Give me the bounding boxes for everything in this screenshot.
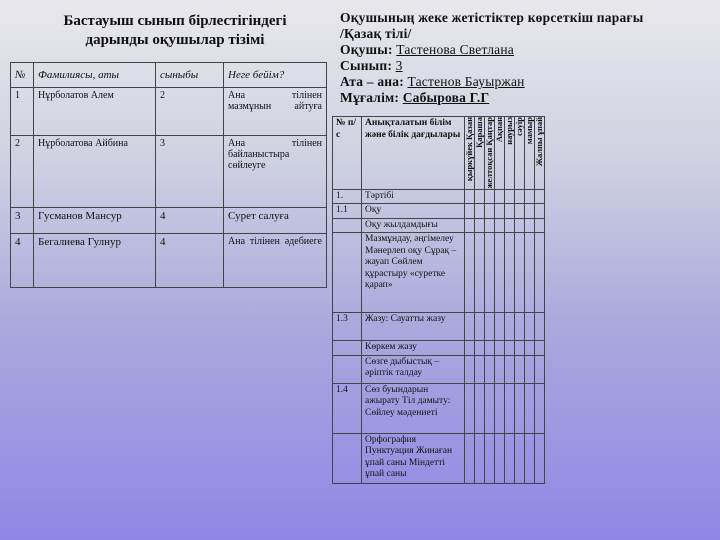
- row-name: Нұрболатов Алем: [34, 88, 156, 136]
- score-cell: [495, 313, 505, 341]
- level-header: Жалпы ұпай: [535, 117, 545, 190]
- score-cell: [485, 433, 495, 483]
- score-cell: [495, 204, 505, 219]
- sheet-title: Оқушының жеке жетістіктер көрсеткіш парағы: [340, 10, 644, 25]
- level-header: Қараша: [475, 117, 485, 190]
- row-num: 2: [11, 136, 34, 208]
- score-cell: [465, 189, 475, 204]
- table-row: [333, 341, 545, 356]
- row-skill: Мазмұндау, әңгімелеу Мәнерлеп оқу Сұрақ – жауап Сөйлем құрастыру «суретке қарап»: [362, 233, 465, 313]
- row-aptitude: Ана тілінен мазмұнын айтуға: [224, 88, 327, 136]
- score-cell: [505, 204, 515, 219]
- row-grade: 3: [156, 136, 224, 208]
- header-name: Фамилиясы, аты: [34, 63, 156, 88]
- score-cell: [535, 218, 545, 233]
- score-cell: [505, 189, 515, 204]
- left-page-title: Бастауыш сынып бірлестігіндегі дарынды оқушылар тізімі: [63, 13, 287, 48]
- level-header: Ақпан: [495, 117, 505, 190]
- score-cell: [535, 313, 545, 341]
- score-cell: [485, 218, 495, 233]
- score-cell: [495, 433, 505, 483]
- score-cell: [485, 313, 495, 341]
- score-cell: [495, 233, 505, 313]
- score-cell: [465, 204, 475, 219]
- table-row: [11, 208, 327, 234]
- row-skill: Оқу: [362, 204, 465, 219]
- score-cell: [465, 313, 475, 341]
- score-cell: [515, 218, 525, 233]
- score-cell: [495, 189, 505, 204]
- header-aptitude: Неге бейім?: [224, 63, 327, 88]
- score-cell: [505, 233, 515, 313]
- row-aptitude: Сурет салуға: [224, 208, 327, 234]
- score-cell: [465, 383, 475, 433]
- subject-title: /Қазақ тілі/: [340, 26, 412, 41]
- row-grade: 4: [156, 208, 224, 234]
- student-line: [340, 42, 720, 58]
- level-header: қыркүйек Қазан: [465, 117, 475, 190]
- row-skill: Тәртібі: [362, 189, 465, 204]
- score-cell: [525, 233, 535, 313]
- teacher-label: Мұғалім:: [340, 90, 400, 105]
- table-row: [333, 433, 545, 483]
- score-cell: [475, 383, 485, 433]
- score-cell: [515, 204, 525, 219]
- level-header: наурыз: [505, 117, 515, 190]
- score-cell: [515, 313, 525, 341]
- score-cell: [515, 355, 525, 383]
- parent-label: Ата – ана:: [340, 74, 404, 89]
- table-row: [333, 233, 545, 313]
- table-row: [333, 218, 545, 233]
- row-num: [333, 355, 362, 383]
- row-num: 1.: [333, 189, 362, 204]
- score-cell: [475, 204, 485, 219]
- score-cell: [525, 218, 535, 233]
- row-name: Нұрболатова Айбина: [34, 136, 156, 208]
- row-num: [333, 218, 362, 233]
- score-cell: [515, 233, 525, 313]
- row-grade: 4: [156, 234, 224, 288]
- row-skill: Сөз буындарын ажырату Тіл дамыту: Сөйлеу мәдениеті: [362, 383, 465, 433]
- score-cell: [485, 189, 495, 204]
- score-cell: [475, 313, 485, 341]
- row-skill: Сөзге дыбыстық – әріптік талдау: [362, 355, 465, 383]
- score-cell: [475, 218, 485, 233]
- level-header: сәуір: [515, 117, 525, 190]
- table-row: [11, 88, 327, 136]
- score-cell: [525, 189, 535, 204]
- score-cell: [525, 433, 535, 483]
- achievements-table: [332, 116, 545, 484]
- score-cell: [535, 233, 545, 313]
- score-cell: [475, 341, 485, 356]
- score-cell: [525, 341, 535, 356]
- score-cell: [495, 383, 505, 433]
- score-cell: [495, 341, 505, 356]
- row-num: 1.4: [333, 383, 362, 433]
- student-value: Тастенова Светлана: [396, 42, 514, 57]
- parent-line: [340, 74, 720, 90]
- col-num-header: № п/с: [333, 117, 362, 190]
- score-cell: [515, 189, 525, 204]
- table-row: [11, 136, 327, 208]
- score-cell: [505, 313, 515, 341]
- row-aptitude: Ана тілінен әдебиеге: [224, 234, 327, 288]
- level-header: мамыр: [525, 117, 535, 190]
- table-row: [333, 355, 545, 383]
- row-num: [333, 433, 362, 483]
- score-cell: [535, 341, 545, 356]
- class-line: [340, 58, 720, 74]
- table-row: [333, 204, 545, 219]
- score-cell: [505, 383, 515, 433]
- row-num: 4: [11, 234, 34, 288]
- score-cell: [465, 341, 475, 356]
- score-cell: [475, 189, 485, 204]
- score-cell: [515, 383, 525, 433]
- table-row: [11, 234, 327, 288]
- table-row: [333, 383, 545, 433]
- row-num: 1: [11, 88, 34, 136]
- score-cell: [525, 383, 535, 433]
- row-name: Гусманов Мансур: [34, 208, 156, 234]
- col-skill-header: Анықталатын білім және білік дағдылары: [362, 117, 465, 190]
- score-cell: [485, 341, 495, 356]
- row-num: [333, 233, 362, 313]
- row-grade: 2: [156, 88, 224, 136]
- gifted-students-table: [10, 62, 327, 288]
- table-row: [333, 189, 545, 204]
- score-cell: [485, 383, 495, 433]
- row-name: Бегалиева Гулнур: [34, 234, 156, 288]
- row-num: 1.3: [333, 313, 362, 341]
- score-cell: [515, 341, 525, 356]
- header-grade: сыныбы: [156, 63, 224, 88]
- teacher-line: [340, 90, 720, 106]
- table-row: [333, 313, 545, 341]
- score-cell: [465, 433, 475, 483]
- achievements-header-row: [333, 117, 545, 190]
- score-cell: [475, 433, 485, 483]
- row-num: 3: [11, 208, 34, 234]
- header-num: №: [11, 63, 34, 88]
- row-skill: Жазу: Сауатты жазу: [362, 313, 465, 341]
- row-skill: Оқу жылдамдығы: [362, 218, 465, 233]
- right-header: [340, 10, 720, 106]
- score-cell: [485, 233, 495, 313]
- score-cell: [505, 433, 515, 483]
- row-num: 1.1: [333, 204, 362, 219]
- student-label: Оқушы:: [340, 42, 393, 57]
- score-cell: [465, 233, 475, 313]
- level-header: желтоқсан Қаңтар: [484, 117, 494, 189]
- score-cell: [475, 233, 485, 313]
- score-cell: [465, 355, 475, 383]
- class-value: 3: [395, 58, 403, 73]
- score-cell: [535, 355, 545, 383]
- class-label: Сынып:: [340, 58, 393, 73]
- row-skill: Көркем жазу: [362, 341, 465, 356]
- score-cell: [505, 218, 515, 233]
- teacher-value: Сабырова Г.Г: [402, 90, 490, 105]
- row-aptitude: Ана тілінен байланыстыра сөйлеуге: [224, 136, 327, 208]
- score-cell: [495, 218, 505, 233]
- score-cell: [505, 355, 515, 383]
- score-cell: [485, 355, 495, 383]
- score-cell: [475, 355, 485, 383]
- score-cell: [535, 189, 545, 204]
- score-cell: [495, 355, 505, 383]
- row-num: [333, 341, 362, 356]
- parent-value: Тастенов Бауыржан: [407, 74, 525, 89]
- row-skill: Орфография Пунктуация Жинаған ұпай саны Міндетті ұпай саны: [362, 433, 465, 483]
- score-cell: [465, 218, 475, 233]
- table-header-row: [11, 63, 327, 88]
- score-cell: [525, 204, 535, 219]
- score-cell: [515, 433, 525, 483]
- score-cell: [535, 204, 545, 219]
- score-cell: [535, 433, 545, 483]
- score-cell: [485, 204, 495, 219]
- score-cell: [535, 383, 545, 433]
- score-cell: [525, 313, 535, 341]
- score-cell: [505, 341, 515, 356]
- score-cell: [525, 355, 535, 383]
